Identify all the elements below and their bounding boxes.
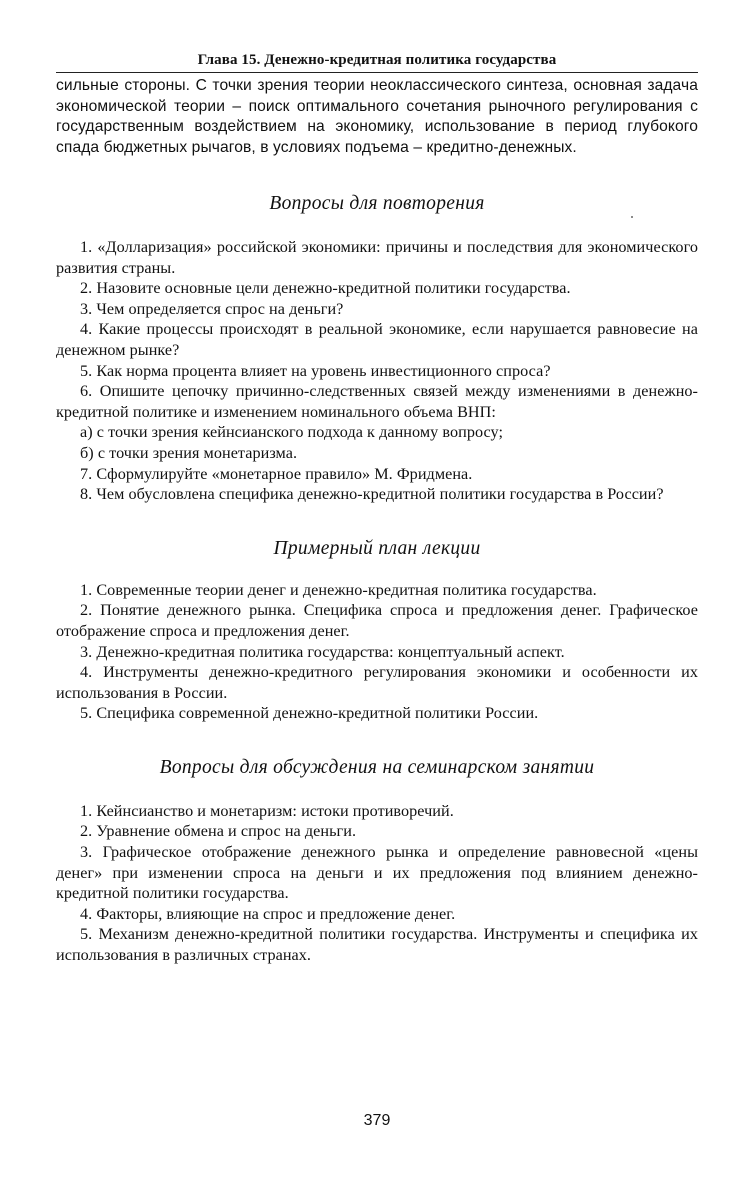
page-number: 379 [363, 1112, 391, 1129]
list-item: 5. Механизм денежно-кредитной политики государства. Инструменты и специфика их использования в различных странах. [56, 925, 698, 965]
list-item: 8. Чем обусловлена специфика денежно-кредитной политики государства в России? [80, 485, 664, 504]
page-body [56, 52, 698, 966]
section-title-review-questions: Вопросы для повторения [269, 193, 485, 214]
list-item: 1. «Долларизация» российской экономики: причины и последствия для экономического развития страны. [56, 238, 698, 277]
list-item: 1. Современные теории денег и денежно-кредитная политика государства. [80, 580, 597, 599]
list-item: 1. Кейнсианство и монетаризм: истоки противоречий. [80, 801, 454, 820]
list-item: 6. Опишите цепочку причинно-следственных связей между изменениями в денежно-кредитной политике и изменением номинального объема ВНП: [56, 382, 698, 421]
list-item: 4. Какие процессы происходят в реальной экономике, если нарушается равновесие на денежном рынке? [56, 320, 698, 359]
list-item: 3. Графическое отображение денежного рынка и определение равновесной «цены денег» при изменении спроса на деньги и их предложения под влиянием денежно-кредитной политики государства. [56, 843, 698, 903]
list-item: а) с точки зрения кейнсианского подхода к данному вопросу; [80, 423, 504, 442]
list-item: 5. Специфика современной денежно-кредитной политики России. [80, 704, 539, 723]
list-item: б) с точки зрения монетаризма. [80, 443, 298, 462]
list-item: 2. Назовите основные цели денежно-кредитной политики государства. [80, 279, 571, 298]
list-item: 4. Факторы, влияющие на спрос и предложение денег. [80, 904, 456, 923]
list-item: 3. Денежно-кредитная политика государства: концептуальный аспект. [80, 642, 565, 661]
running-header: Глава 15. Денежно-кредитная политика государства [56, 52, 698, 73]
list-item: 4. Инструменты денежно-кредитного регулирования экономики и особенности их использования в России. [56, 663, 698, 702]
review-questions-list [56, 237, 698, 505]
section-title-seminar-questions: Вопросы для обсуждения на семинарском занятии [159, 756, 595, 778]
intro-paragraph: сильные стороны. С точки зрения теории неоклассического синтеза, основная задача экономической теории – поиск оптимального сочетания рыночного регулирования с государственным воздействием на экономику, использование в период глубокого спада бюджетных рычагов, в условиях подъема – кредитно-денежных. [56, 77, 698, 156]
section-title-lecture-plan: Примерный план лекции [273, 537, 481, 559]
list-item: 7. Сформулируйте «монетарное правило» М. Фридмена. [80, 464, 473, 483]
list-item: 2. Уравнение обмена и спрос на деньги. [80, 822, 357, 841]
list-item: 5. Как норма процента влияет на уровень инвестиционного спроса? [80, 361, 551, 380]
list-item: 3. Чем определяется спрос на деньги? [80, 299, 344, 318]
lecture-plan-list [56, 580, 698, 724]
scan-speck [631, 216, 633, 218]
seminar-questions-list [56, 801, 698, 966]
list-item: 2. Понятие денежного рынка. Специфика спроса и предложения денег. Графическое отображение спроса и предложения денег. [56, 601, 698, 640]
